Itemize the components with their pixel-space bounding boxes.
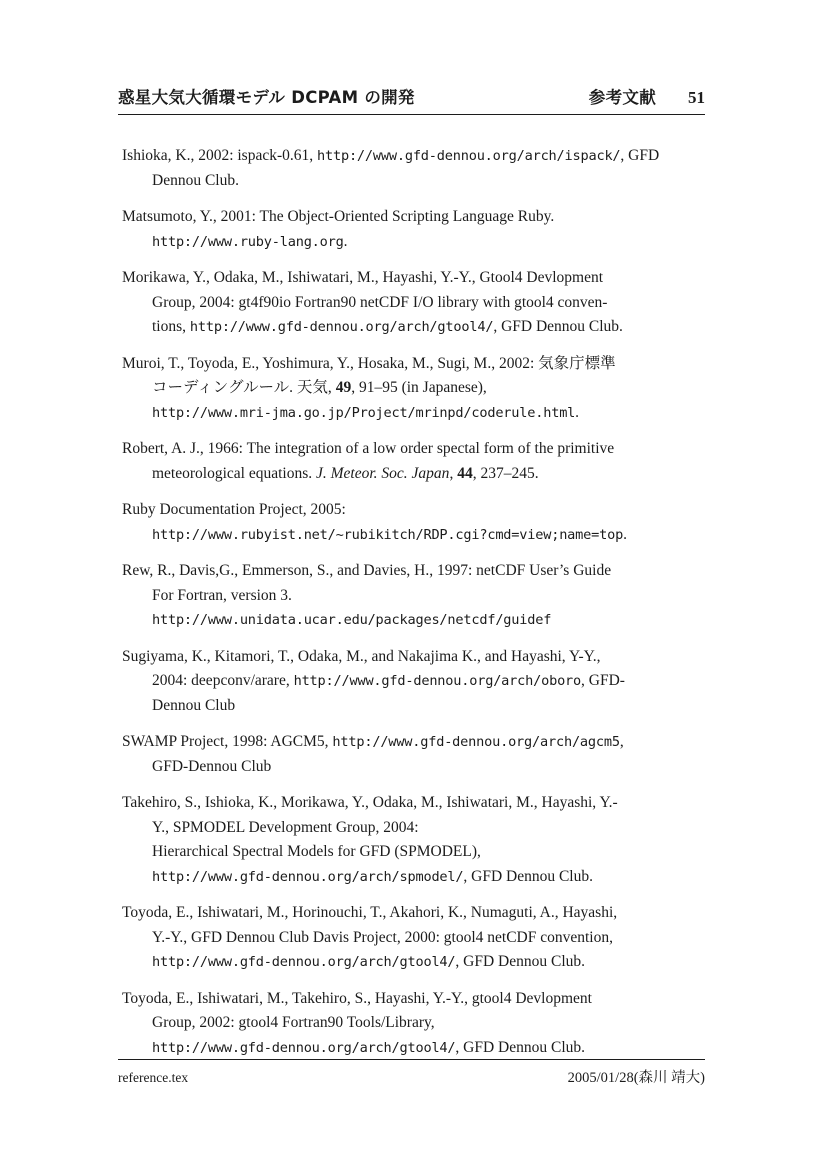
reference-text: 44: [457, 464, 473, 482]
url-text: http://www.gfd-dennou.org/arch/gtool4/: [152, 1039, 456, 1056]
reference-text: Rew, R., Davis,G., Emmerson, S., and Davies, H., 1997: netCDF User’s Guide: [122, 562, 612, 579]
reference-line: [122, 926, 705, 951]
reference-line: [122, 205, 705, 230]
reference-text: , GFD Dennou Club.: [493, 318, 623, 335]
reference-text: Morikawa, Y., Odaka, M., Ishiwatari, M., Hayashi, Y.-Y., Gtool4 Devlopment: [122, 269, 604, 286]
url-text: http://www.gfd-dennou.org/arch/gtool4/: [152, 954, 456, 970]
url-text: http://www.unidata.ucar.edu/packages/netcdf/guidef: [152, 612, 552, 628]
reference-entry: [122, 144, 705, 193]
reference-text: Dennou Club.: [152, 171, 239, 189]
reference-line: [122, 584, 705, 609]
reference-text: Y.-Y., GFD Dennou Club Davis Project, 2000: gtool4 netCDF convention,: [152, 928, 613, 946]
reference-line: [122, 730, 705, 755]
reference-line: [122, 376, 705, 401]
reference-text: Group, 2002: gtool4 Fortran90 Tools/Library,: [152, 1014, 435, 1031]
reference-line: [122, 987, 705, 1012]
reference-text: , GFD Dennou Club.: [455, 953, 586, 970]
reference-text: Matsumoto, Y., 2001: The Object-Oriented Scripting Language Ruby.: [122, 208, 555, 225]
reference-text: SWAMP Project, 1998: AGCM5,: [122, 733, 333, 750]
reference-entry: [122, 437, 705, 486]
reference-line: [122, 230, 705, 255]
reference-line: [122, 608, 705, 633]
running-footer: [118, 1059, 705, 1087]
reference-entry: [122, 987, 705, 1061]
reference-text: ,: [449, 464, 458, 482]
reference-line: [122, 169, 705, 194]
reference-line: [122, 498, 705, 523]
header-right: [589, 84, 705, 108]
reference-text: Ruby Documentation Project, 2005:: [122, 501, 346, 518]
footer-filename: reference.tex: [118, 1070, 189, 1085]
reference-line: [122, 352, 705, 377]
reference-entry: [122, 645, 705, 719]
page-number: 51: [688, 88, 705, 107]
reference-text: Toyoda, E., Ishiwatari, M., Horinouchi, T., Akahori, K., Numaguti, A., Hayashi,: [122, 904, 618, 921]
url-text: http://www.gfd-dennou.org/arch/agcm5: [332, 734, 620, 750]
reference-text: .: [343, 232, 348, 250]
reference-text: Hierarchical Spectral Models for GFD (SPMODEL),: [152, 843, 481, 860]
reference-text: tions,: [152, 318, 190, 335]
reference-text: Y., SPMODEL Development Group, 2004:: [152, 818, 419, 836]
page-content: [118, 0, 705, 1072]
reference-entry: [122, 352, 705, 426]
url-text: http://www.rubyist.net/~rubikitch/RDP.cgi?cmd=view;name=top: [152, 526, 624, 543]
reference-text: ,: [619, 733, 624, 750]
url-text: http://www.gfd-dennou.org/arch/ispack/: [317, 148, 621, 164]
reference-line: [122, 816, 705, 841]
url-text: http://www.mri-jma.go.jp/Project/mrinpd/coderule.html: [152, 404, 576, 421]
reference-text: , 91–95 (in Japanese),: [351, 379, 487, 396]
reference-text: J. Meteor. Soc. Japan: [316, 464, 450, 482]
reference-line: [122, 559, 705, 584]
reference-text: , GFD-: [581, 672, 625, 689]
reference-text: Dennou Club: [152, 696, 236, 714]
references-list: [118, 144, 705, 1060]
reference-line: [122, 291, 705, 316]
reference-line: [122, 1011, 705, 1036]
reference-line: [122, 901, 705, 926]
reference-entry: [122, 205, 705, 254]
reference-text: Takehiro, S., Ishioka, K., Morikawa, Y., Odaka, M., Ishiwatari, M., Hayashi, Y.-: [122, 794, 618, 811]
reference-line: [122, 791, 705, 816]
reference-entry: [122, 559, 705, 633]
reference-line: [122, 401, 705, 426]
reference-line: [122, 694, 705, 719]
reference-text: , GFD Dennou Club.: [463, 867, 593, 885]
section-label: 参考文献: [588, 88, 656, 107]
reference-text: 49: [335, 379, 352, 396]
reference-entry: [122, 730, 705, 779]
reference-line: [122, 1036, 705, 1061]
reference-text: 2004: deepconv/arare,: [152, 672, 294, 689]
reference-line: [122, 840, 705, 865]
url-text: http://www.gfd-dennou.org/arch/gtool4/: [189, 319, 494, 335]
reference-line: [122, 144, 705, 169]
reference-text: GFD-Dennou Club: [152, 757, 272, 775]
reference-entry: [122, 266, 705, 340]
reference-text: Group, 2004: gt4f90io Fortran90 netCDF I/O library with gtool4 conven-: [152, 293, 608, 311]
reference-line: [122, 315, 705, 340]
running-header: [118, 84, 705, 115]
reference-line: [122, 669, 705, 694]
reference-text: Muroi, T., Toyoda, E., Yoshimura, Y., Hosaka, M., Sugi, M., 2002: 気象庁標準: [122, 354, 616, 372]
reference-text: , GFD Dennou Club.: [455, 1038, 586, 1056]
reference-text: meteorological equations.: [152, 464, 316, 482]
reference-line: [122, 865, 705, 890]
reference-line: [122, 950, 705, 975]
reference-text: Ishioka, K., 2002: ispack-0.61,: [122, 147, 318, 164]
reference-entry: [122, 498, 705, 547]
reference-text: Toyoda, E., Ishiwatari, M., Takehiro, S., Hayashi, Y.-Y., gtool4 Devlopment: [122, 989, 592, 1007]
reference-text: For Fortran, version 3.: [152, 586, 292, 604]
reference-line: [122, 437, 705, 462]
reference-text: Sugiyama, K., Kitamori, T., Odaka, M., and Nakajima K., and Hayashi, Y-Y.,: [122, 647, 601, 665]
reference-text: Robert, A. J., 1966: The integration of a low order spectal form of the primitive: [122, 440, 615, 457]
reference-line: [122, 523, 705, 548]
url-text: http://www.ruby-lang.org: [152, 233, 344, 250]
reference-text: , GFD: [620, 147, 660, 164]
reference-text: , 237–245.: [472, 464, 539, 482]
url-text: http://www.gfd-dennou.org/arch/spmodel/: [152, 868, 464, 885]
reference-entry: [122, 791, 705, 889]
url-text: http://www.gfd-dennou.org/arch/oboro: [293, 673, 582, 689]
reference-text: .: [623, 525, 627, 543]
reference-line: [122, 755, 705, 780]
reference-text: コーディングルール. 天気,: [152, 379, 336, 396]
document-title: 惑星大気大循環モデル DCPAM の開発: [118, 88, 415, 107]
reference-line: [122, 266, 705, 291]
reference-line: [122, 645, 705, 670]
reference-text: .: [575, 403, 580, 421]
reference-entry: [122, 901, 705, 975]
reference-line: [122, 462, 705, 487]
footer-date: 2005/01/28(森川 靖大): [567, 1070, 705, 1086]
